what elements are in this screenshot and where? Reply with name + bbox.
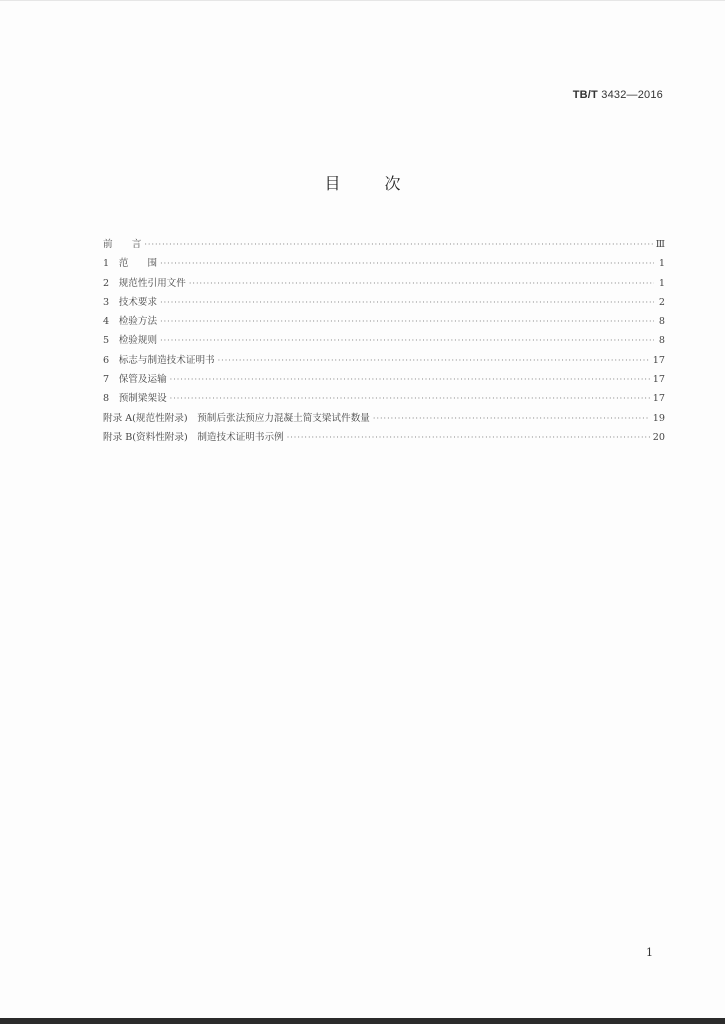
toc-entry-test-methods[interactable] (103, 313, 665, 332)
toc-entry-label: 1 范 围 (103, 258, 158, 270)
toc-entry-page: 2 (658, 296, 665, 308)
toc-entry-beam-erection[interactable] (103, 390, 665, 409)
toc-leader-dots (160, 336, 654, 345)
toc-entry-page: 8 (658, 316, 665, 328)
toc-entry-label: 3 技术要求 (103, 296, 158, 308)
toc-leader-dots (144, 240, 652, 249)
toc-entry-label: 2 规范性引用文件 (103, 277, 186, 289)
toc-entry-label: 附录 B(资料性附录) 制造技术证明书示例 (103, 431, 284, 443)
toc-entry-appendix-b[interactable] (103, 429, 665, 448)
scan-bottom-edge (0, 1018, 725, 1024)
toc-entry-appendix-a[interactable] (103, 410, 665, 429)
toc-entry-page: 17 (652, 374, 665, 386)
toc-entry-label: 4 检验方法 (103, 316, 158, 328)
toc-leader-dots (170, 394, 650, 403)
toc-entry-foreword[interactable] (103, 236, 665, 255)
toc-entry-technical-requirements[interactable] (103, 294, 665, 313)
standard-number: 3432—2016 (601, 89, 663, 101)
standard-code (573, 89, 663, 101)
toc-leader-dots (287, 433, 650, 442)
toc-entry-scope[interactable] (103, 255, 665, 274)
table-of-contents (103, 236, 665, 448)
toc-entry-page: Ⅲ (655, 239, 665, 250)
toc-entry-page: 8 (658, 335, 665, 347)
toc-entry-inspection-rules[interactable] (103, 332, 665, 351)
toc-entry-label: 附录 A(规范性附录) 预制后张法预应力混凝土简支梁试件数量 (103, 412, 370, 424)
toc-leader-dots (218, 356, 650, 365)
toc-title: 目次 (324, 174, 445, 193)
toc-leader-dots (160, 317, 654, 326)
toc-entry-page: 20 (652, 431, 665, 443)
toc-entry-label: 7 保管及运输 (103, 374, 167, 386)
toc-leader-dots (160, 259, 654, 268)
toc-entry-normative-references[interactable] (103, 275, 665, 294)
toc-entry-label: 8 预制梁架设 (103, 393, 167, 405)
toc-entry-marking-certificate[interactable] (103, 352, 665, 371)
toc-entry-storage-transport[interactable] (103, 371, 665, 390)
toc-entry-page: 17 (652, 393, 665, 405)
toc-entry-label: 5 检验规则 (103, 335, 158, 347)
toc-entry-label: 前 言 (103, 239, 142, 250)
toc-leader-dots (160, 298, 654, 307)
toc-entry-page: 17 (652, 354, 665, 366)
toc-entry-page: 19 (652, 412, 665, 424)
page-top-edge (0, 0, 725, 1)
standard-prefix: TB/T (572, 89, 598, 101)
toc-leader-dots (189, 279, 654, 288)
toc-entry-page: 1 (658, 277, 665, 289)
page-number: 1 (646, 946, 653, 959)
toc-leader-dots (373, 414, 650, 423)
toc-entry-page: 1 (658, 258, 665, 270)
toc-entry-label: 6 标志与制造技术证明书 (103, 354, 215, 366)
toc-leader-dots (170, 375, 650, 384)
